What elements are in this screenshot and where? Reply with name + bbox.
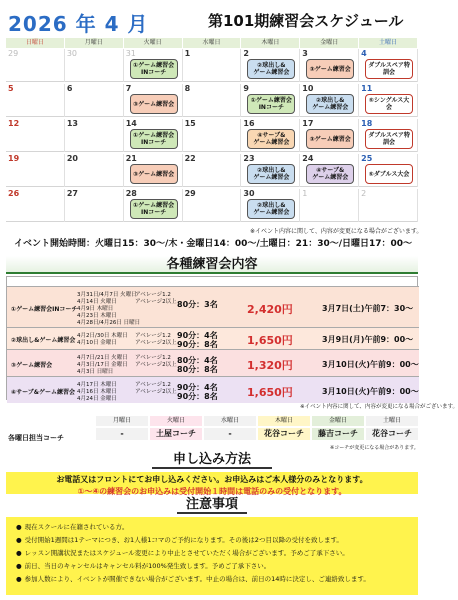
event-badge[interactable]: ダブルスペア特訓会 [365,129,413,149]
calendar-day [183,154,242,187]
calendar-day [300,154,359,187]
calendar-day [6,154,65,187]
group-date: 4月24日 金曜日 [77,396,117,402]
group-date: 4月3日/17日 金曜日 [77,362,128,368]
coach-day: 木曜日 [258,416,310,426]
calendar-day [300,84,359,117]
calendar-day [65,84,124,117]
calendar-week [6,119,418,152]
group-date: 4月23日 木曜日 [77,313,117,319]
calendar-day [359,119,418,152]
group-price: 1,650円 [247,385,293,399]
group-time: 80分：3名 [177,299,218,309]
calendar-day [183,84,242,117]
day-number: 20 [66,154,78,163]
calendar-day [300,119,359,152]
day-number: 21 [125,154,137,163]
calendar-day [6,119,65,152]
day-number: 2 [361,189,367,198]
group-level: アベレージ1.2 [135,292,171,298]
group-start: 3月10日(火)午前9：00～ [322,386,419,396]
day-number: 18 [361,119,373,128]
weekday-header: 火曜日 [124,38,183,48]
coach-day: 火曜日 [150,416,202,426]
day-number: 29 [184,189,196,198]
group-level: アベレージ1.2 [135,333,171,339]
coach-table-label: 各曜日担当コーチ [8,434,64,442]
day-number: 1 [302,189,308,198]
weekday-header: 日曜日 [6,38,65,48]
coach-day: 月曜日 [96,416,148,426]
coach-table-note: ※コーチが変更になる場合があります。 [330,445,419,451]
group-name: ①ゲーム練習会INコーチ [11,305,78,313]
group-date: 4月10日 金曜日 [77,340,117,346]
group-date: 4月2日/30日 木曜日 [77,333,128,339]
group-time: 90分：4名 90分：8名 [177,331,218,349]
calendar-day [183,119,242,152]
practice-group [7,327,419,349]
note-item: ● 受付開始1週間は1テーマにつき、お1人様1コマのご予約になります。その後は2つ目以降の受付を致します。 [16,535,408,544]
coach-name: - [204,428,256,440]
day-number: 1 [184,49,191,58]
practice-group [7,349,419,376]
apply-section-title: 申し込み方法 [152,451,272,469]
event-start-times: イベント開始時間：火曜日15：30～/木・金曜日14：00～/土曜日：21：30～/日曜日17：00～ [14,239,413,249]
note-item: ● レッスン開講状況またはスケジュール変更により中止とさせていただく場合がございます。予めご了承下さい。 [16,548,408,557]
day-number: 30 [66,49,78,58]
calendar-day [124,84,183,117]
calendar-day [124,119,183,152]
calendar-day [359,84,418,117]
weekday-header: 木曜日 [241,38,300,48]
practice-table [6,276,418,400]
group-name: ③ゲーム練習会 [11,361,53,369]
day-number: 16 [243,119,255,128]
group-time: 80分：4名 80分：8名 [177,355,218,374]
group-date: 4月3日 日曜日 [77,369,114,375]
practice-group [7,286,419,327]
calendar-day [300,189,359,222]
calendar-day [6,189,65,222]
calendar-day [241,119,300,152]
calendar-day [65,154,124,187]
group-date: 3月31日/4月7日 火曜日 [77,292,137,298]
practice-section-title: 各種練習会内容 [6,256,418,274]
apply-box [6,472,418,494]
calendar-week [6,84,418,117]
calendar-week [6,189,418,222]
day-number: 9 [243,84,249,93]
coach-day: 水曜日 [204,416,256,426]
day-number: 12 [8,119,20,128]
day-number: 17 [302,119,314,128]
note-item: ● 参加人数により、イベントが開催できない場合がございます。中止の場合は、前日の14時に決定し、ご連絡致します。 [16,574,408,583]
event-badge[interactable]: ④サーブ& ゲーム練習会 [306,164,354,184]
day-number: 26 [8,189,20,198]
weekday-header: 水曜日 [183,38,242,48]
event-badge[interactable]: ①ゲーム練習会 INコーチ [130,199,178,219]
group-level: アベレージ1.2 [135,382,171,388]
day-number: 23 [243,154,255,163]
note-item: ● 前日、当日のキャンセルはキャンセル料が100%発生致します。予めご了承下さい。 [16,561,408,570]
weekday-header: 金曜日 [300,38,359,48]
day-number: 8 [184,84,191,93]
day-number: 31 [125,49,136,58]
group-date: 4月7日/21日 火曜日 [77,355,128,361]
group-level: アベレージ2以上 [135,362,177,368]
notes-box [6,517,418,595]
coach-name: - [96,428,148,440]
event-badge[interactable]: ②球出し& ゲーム練習会 [247,59,295,79]
apply-warning: ①～④の練習会のお申込みは受付開始１時間は電話のみの受付となります。 [77,487,347,496]
event-badge[interactable]: ①ゲーム練習会 INコーチ [247,94,295,114]
event-badge[interactable]: ②球出し& ゲーム練習会 [247,164,295,184]
event-badge[interactable]: ③ゲーム練習会 [130,94,178,114]
calendar-day [183,49,242,82]
group-level: アベレージ2以上 [135,389,177,395]
day-number: 14 [125,119,137,128]
calendar-day [359,49,418,82]
day-number: 7 [125,84,132,93]
calendar-day [359,189,418,222]
calendar-day [124,189,183,222]
day-number: 6 [66,84,73,93]
day-number: 13 [66,119,78,128]
event-badge[interactable]: ⑤シングルス大会 [365,94,413,114]
calendar-day [6,84,65,117]
group-price: 1,320円 [247,358,293,372]
group-date: 4月28日/4月26日 日曜日 [77,320,141,326]
group-start: 3月7日(土)午前7：30～ [322,303,414,313]
day-number: 4 [361,49,367,58]
coach-name: 藤吉コーチ [312,428,364,440]
event-badge[interactable]: ダブルスペア特訓会 [365,59,413,79]
calendar-day [300,49,359,82]
calendar-day [183,189,242,222]
event-badge[interactable]: ②球出し& ゲーム練習会 [306,94,354,114]
calendar-note: ※イベント内容に関して、内容が変更になる場合がございます。 [250,228,423,235]
coach-name: 土屋コーチ [150,428,202,440]
calendar-day [241,49,300,82]
calendar-day [65,49,124,82]
group-start: 3月10日(火)午前9：00～ [322,359,419,369]
group-name: ④サーブ&ゲーム練習会 [11,388,76,396]
day-number: 15 [184,119,196,128]
calendar-day [359,154,418,187]
practice-table-note: ※イベント内容に関して、内容が変更になる場合がございます。 [300,404,458,410]
group-date: 4月9日 木曜日 [77,306,114,312]
group-date: 4月17日 木曜日 [77,382,117,388]
apply-text: お電話又はフロントにてお申し込みください。お申込みはご本人様分のみとなります。 [56,475,368,484]
weekday-header: 土曜日 [359,38,418,48]
day-number: 19 [8,154,20,163]
day-number: 28 [125,189,137,198]
event-badge[interactable]: ①ゲーム練習会 INコーチ [130,59,178,79]
event-badge[interactable]: ③ゲーム練習会 [130,164,178,184]
calendar-week [6,154,418,187]
event-badge[interactable]: ②球出し& ゲーム練習会 [247,199,295,219]
calendar-week [6,49,418,82]
event-badge[interactable]: ④サーブ& ゲーム練習会 [247,129,295,149]
group-date: 4月16日 木曜日 [77,389,117,395]
day-number: 29 [8,49,19,58]
day-number: 5 [8,84,14,93]
event-badge[interactable]: ③ゲーム練習会 [306,129,354,149]
coach-day: 金曜日 [312,416,364,426]
coach-table [6,414,418,444]
event-badge[interactable]: ⑤ダブルス大会 [365,164,413,184]
group-level: アベレージ1.2 [135,355,171,361]
calendar-day [241,154,300,187]
group-start: 3月9日(月)午前9：00～ [322,335,414,344]
practice-group [7,376,419,403]
note-item: ● 現在スクールに在籍されている方。 [16,522,408,531]
group-price: 1,650円 [247,334,293,347]
calendar-day [65,189,124,222]
day-number: 24 [302,154,314,163]
calendar-day [65,119,124,152]
calendar [6,38,418,224]
day-number: 25 [361,154,373,163]
calendar-day [241,84,300,117]
day-number: 30 [243,189,255,198]
group-name: ②球出し&ゲーム練習会 [11,337,76,344]
day-number: 3 [302,49,308,58]
day-number: 2 [243,49,249,58]
event-badge[interactable]: ①ゲーム練習会 INコーチ [130,129,178,149]
group-date: 4月14日 火曜日 [77,299,117,305]
calendar-day [124,49,183,82]
coach-name: 花谷コーチ [258,428,310,440]
weekday-header: 月曜日 [65,38,124,48]
coach-name: 花谷コーチ [366,428,418,440]
month-title: 2026 年 4 月 [8,12,149,36]
calendar-day [241,189,300,222]
group-time: 90分：4名 90分：8名 [177,382,218,401]
event-badge[interactable]: ③ゲーム練習会 [306,59,354,79]
page-title: 第101期練習会スケジュール [208,12,404,30]
notes-section-title: 注意事項 [177,496,247,514]
day-number: 27 [66,189,78,198]
group-price: 2,420円 [247,302,293,316]
calendar-day [124,154,183,187]
day-number: 10 [302,84,314,93]
day-number: 11 [361,84,373,93]
calendar-day [6,49,65,82]
group-level: アベレージ2以上 [135,299,177,305]
group-level: アベレージ2以上 [135,340,177,346]
coach-day: 土曜日 [366,416,418,426]
day-number: 22 [184,154,196,163]
